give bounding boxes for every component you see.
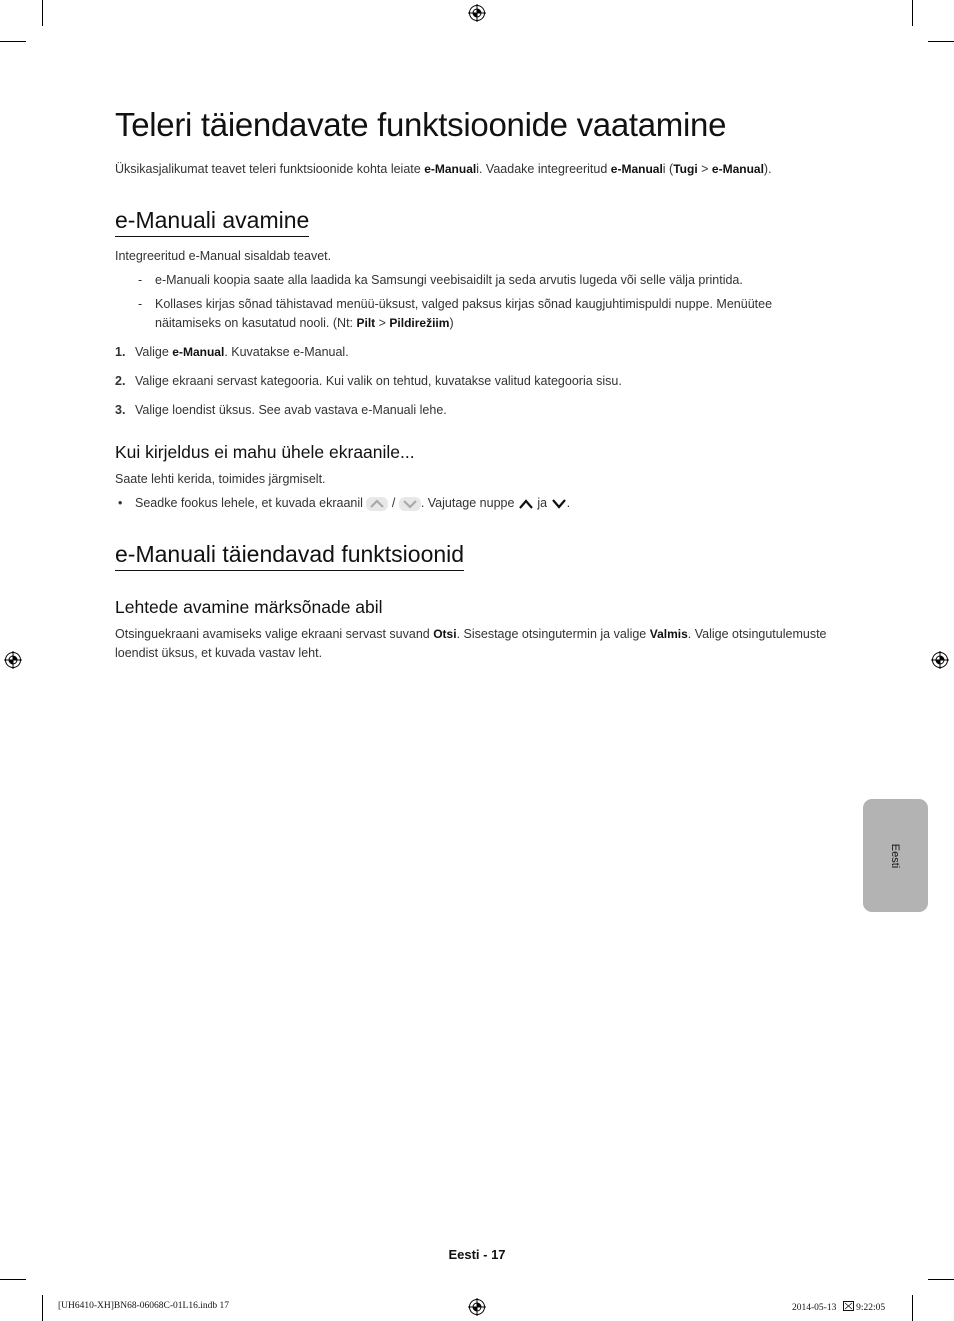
bullet-text-part: . Vajutage nuppe [420, 496, 518, 510]
menu-item-bold: Valmis [649, 627, 688, 641]
crop-mark [42, 0, 43, 26]
crosshair-registration-icon [468, 4, 486, 22]
step-text: Valige ekraani servast kategooria. Kui valik on tehtud, kuvatakse valitud kategooria sisu. [135, 374, 622, 388]
crosshair-registration-icon [4, 651, 22, 669]
note-text: e-Manuali koopia saate alla laadida ka Samsungi veebisaidilt ja seda arvutis lugeda või selle välja printida. [155, 273, 743, 287]
section-lead: Integreeritud e-Manual sisaldab teavet. [115, 249, 332, 263]
menu-item-bold: Otsi [433, 627, 457, 641]
step-text-part: Valige [135, 345, 173, 359]
step-number: 2. [115, 374, 126, 388]
intro-text: ). [763, 162, 772, 176]
page-up-chip-icon [366, 497, 388, 511]
subsection-heading: Lehtede avamine märksõnade abil [115, 597, 383, 617]
step-text [135, 343, 349, 362]
print-file-info: [UH6410-XH]BN68-06068C-01L16.indb 17 [58, 1301, 229, 1311]
print-date: 2014-05-13 [792, 1303, 837, 1313]
bullet-text-part: Seadke fookus lehele, et kuvada ekraanil [135, 496, 367, 510]
print-date-time [792, 1301, 885, 1313]
step-text: Valige loendist üksus. See avab vastava e-Manuali lehe. [135, 403, 447, 417]
subsection-lead: Saate lehti kerida, toimides järgmiselt. [115, 472, 326, 486]
step-bold: e-Manual [172, 345, 225, 359]
note-text [155, 314, 454, 333]
intro-text: i ( [662, 162, 674, 176]
crop-mark [912, 1295, 913, 1321]
step-number: 1. [115, 345, 126, 359]
page-number: Eesti - 17 [448, 1247, 506, 1262]
note-text-part: ) [449, 316, 454, 330]
section-heading: e-Manuali täiendavad funktsioonid [115, 541, 464, 571]
paragraph-part: . Valige otsingutulemuste [687, 627, 827, 641]
crop-mark [0, 1279, 26, 1280]
paragraph-part: . Sisestage otsingutermin ja valige [456, 627, 650, 641]
paragraph: loendist üksus, et kuvada vastav leht. [115, 646, 323, 660]
crosshair-registration-icon [931, 651, 949, 669]
clock-glyph-icon [843, 1301, 854, 1311]
crop-mark [42, 1295, 43, 1321]
side-tab-label: Eesti [889, 843, 902, 868]
chevron-down-icon [551, 498, 567, 510]
dash-marker: - [138, 273, 143, 287]
crop-mark [928, 1279, 954, 1280]
page-title: Teleri täiendavate funktsioonide vaatamine [115, 106, 727, 143]
intro-text: Üksikasjalikumat teavet teleri funktsioonide kohta leiate [115, 162, 425, 176]
note-text-part: > [375, 316, 390, 330]
print-time: 9:22:05 [856, 1303, 886, 1313]
page-down-chip-icon [399, 497, 421, 511]
crosshair-registration-icon [468, 1298, 486, 1316]
intro-bold: e-Manual [711, 162, 764, 176]
side-tab-label-wrap [863, 799, 928, 912]
intro-text: i. Vaadake integreeritud [476, 162, 611, 176]
note-text: Kollases kirjas sõnad tähistavad menüü-üksust, valged paksus kirjas sõnad kaugjuhtimispuldi nuppe. Menüütee [155, 297, 773, 311]
dash-marker: - [138, 297, 143, 311]
bullet-text-part: ja [533, 496, 551, 510]
intro-bold: e-Manual [424, 162, 477, 176]
crop-mark [928, 41, 954, 42]
section-heading: e-Manuali avamine [115, 207, 309, 237]
bullet-marker: • [118, 496, 123, 510]
intro-bold: Tugi [673, 162, 698, 176]
paragraph-part: Otsinguekraani avamiseks valige ekraani servast suvand [115, 627, 434, 641]
intro-bold: e-Manual [610, 162, 663, 176]
step-number: 3. [115, 403, 126, 417]
intro-paragraph [115, 160, 772, 179]
bullet-text [135, 494, 570, 513]
step-text-part: . Kuvatakse e-Manual. [224, 345, 349, 359]
bullet-text-part: . [566, 496, 571, 510]
crop-mark [912, 0, 913, 26]
menu-item-bold: Pilt [356, 316, 376, 330]
bullet-text-part: / [388, 496, 399, 510]
chevron-up-icon [518, 498, 534, 510]
subsection-heading: Kui kirjeldus ei mahu ühele ekraanile... [115, 442, 415, 462]
menu-item-bold: Pildirežiim [389, 316, 450, 330]
note-text-part: näitamiseks on kasutatud nooli. (Nt: [155, 316, 357, 330]
intro-text: > [697, 162, 712, 176]
language-side-tab [863, 799, 928, 912]
crop-mark [0, 41, 26, 42]
paragraph [115, 625, 827, 644]
